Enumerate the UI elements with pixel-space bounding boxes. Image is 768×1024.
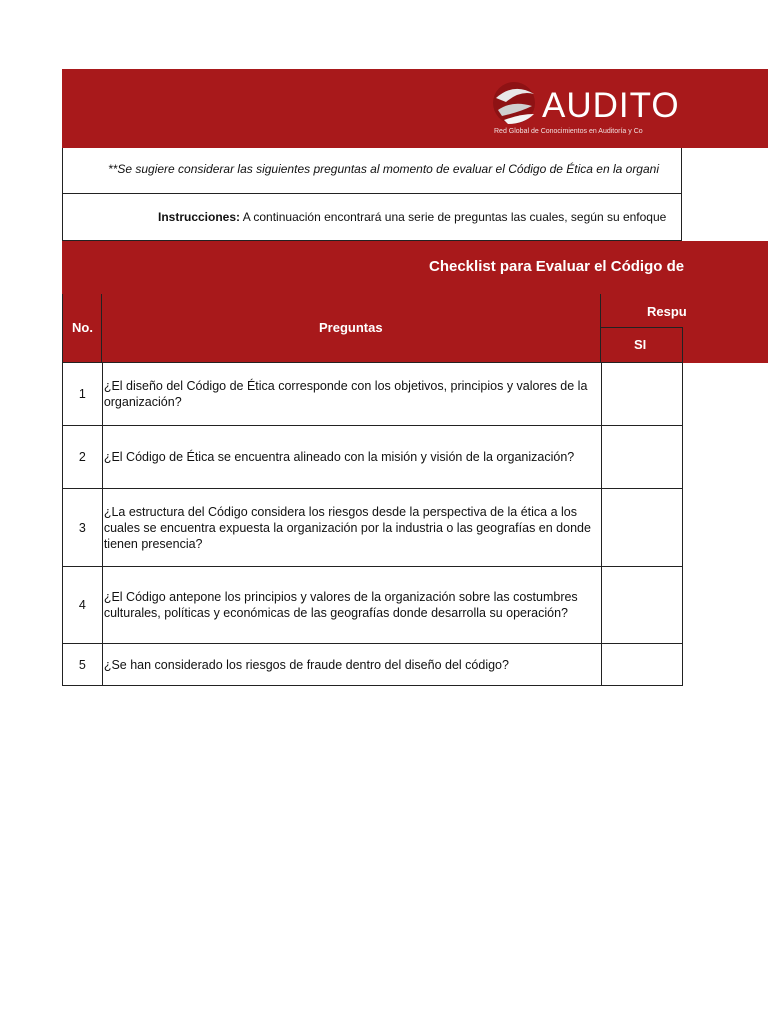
- header-divider: [682, 327, 683, 363]
- answer-si-cell[interactable]: [602, 426, 683, 489]
- answer-si-cell[interactable]: [602, 644, 683, 686]
- column-header-questions: Preguntas: [319, 320, 383, 335]
- note-text: **Se sugiere considerar las siguientes preguntas al momento de evaluar el Código de Ética en la organi: [108, 162, 659, 176]
- header-divider: [101, 294, 102, 363]
- note-row: [62, 148, 682, 194]
- logo-emblem-icon: [490, 80, 542, 126]
- checklist-title: Checklist para Evaluar el Código de: [429, 258, 685, 275]
- row-number: 5: [63, 644, 103, 686]
- header-divider: [600, 294, 601, 363]
- instructions-label: Instrucciones:: [158, 210, 241, 224]
- instructions-body: A continuación encontrará una serie de preguntas las cuales, según su enfoque: [240, 210, 667, 224]
- column-header-answers: Respu: [647, 304, 687, 319]
- question-text: ¿Se han considerado los riesgos de fraude dentro del diseño del código?: [102, 644, 602, 686]
- header-divider: [600, 327, 683, 328]
- answer-si-cell[interactable]: [602, 567, 683, 644]
- question-text: ¿La estructura del Código considera los riesgos desde la perspectiva de la ética a los cuales se encuentra expuesta la organización por la industria o las geografías en donde tienen presencia?: [102, 489, 602, 567]
- table-row: [63, 567, 683, 644]
- instructions-row: [62, 194, 682, 241]
- checklist-title-band: [62, 241, 768, 294]
- question-text: ¿El diseño del Código de Ética corresponde con los objetivos, principios y valores de la organización?: [102, 363, 602, 426]
- row-number: 3: [63, 489, 103, 567]
- logo-wordmark: AUDITO: [542, 86, 680, 125]
- table-row: [63, 489, 683, 567]
- question-text: ¿El Código antepone los principios y valores de la organización sobre las costumbres culturales, políticas y económicas de las geografías donde desarrolla su operación?: [102, 567, 602, 644]
- audito-logo: [490, 78, 690, 144]
- instructions-text: [158, 210, 666, 224]
- column-header-no: No.: [72, 320, 93, 335]
- table-row: [63, 363, 683, 426]
- row-number: 1: [63, 363, 103, 426]
- questions-table: [62, 362, 683, 686]
- row-number: 4: [63, 567, 103, 644]
- answer-si-cell[interactable]: [602, 363, 683, 426]
- answer-si-cell[interactable]: [602, 489, 683, 567]
- question-text: ¿El Código de Ética se encuentra alineado con la misión y visión de la organización?: [102, 426, 602, 489]
- row-number: 2: [63, 426, 103, 489]
- logo-tagline: Red Global de Conocimientos en Auditoría y Co: [494, 128, 643, 135]
- table-header: [62, 294, 768, 363]
- table-row: [63, 644, 683, 686]
- column-header-si: SI: [634, 337, 647, 352]
- table-row: [63, 426, 683, 489]
- header-divider: [62, 294, 63, 363]
